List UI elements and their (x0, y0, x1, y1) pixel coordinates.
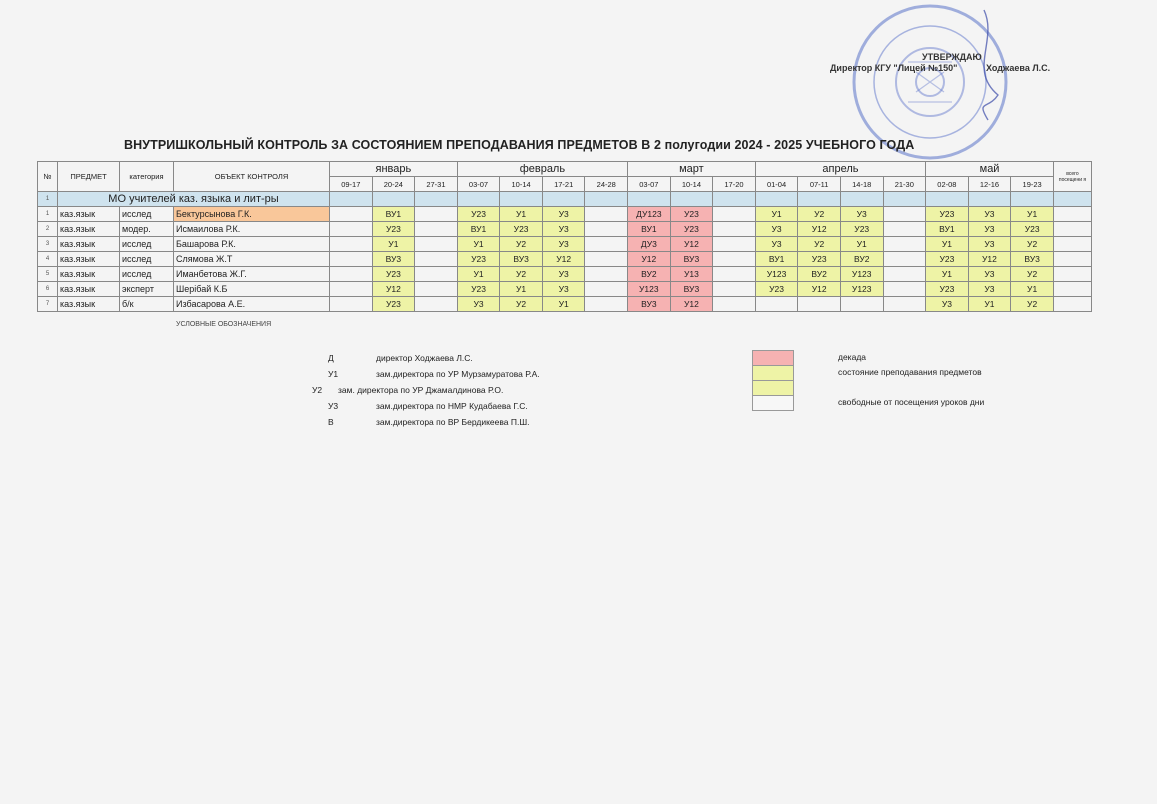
approval-position: Директор КГУ "Лицей №150" (830, 63, 958, 73)
month-header: май (926, 162, 1054, 177)
row-category: модер. (120, 222, 174, 237)
mark-cell: У3 (457, 297, 500, 312)
mark-cell: У3 (755, 222, 798, 237)
group-cell (926, 192, 969, 207)
mark-cell: У13 (670, 267, 713, 282)
mark-cell (585, 297, 628, 312)
mark-cell: У1 (1011, 207, 1054, 222)
mark-cell: У1 (926, 237, 969, 252)
mark-cell: У3 (542, 222, 585, 237)
week-header: 01-04 (755, 177, 798, 192)
approval-title: УТВЕРЖДАЮ (922, 52, 982, 62)
mark-cell: У23 (457, 252, 500, 267)
mark-cell: У3 (542, 282, 585, 297)
mark-cell: У2 (500, 237, 543, 252)
mark-cell: У3 (926, 297, 969, 312)
row-subject: каз.язык (58, 207, 120, 222)
week-header: 10-14 (500, 177, 543, 192)
mark-cell: У2 (500, 267, 543, 282)
row-total (1054, 222, 1092, 237)
row-subject: каз.язык (58, 282, 120, 297)
week-header: 02-08 (926, 177, 969, 192)
mark-cell (415, 267, 458, 282)
mark-cell (713, 222, 756, 237)
row-teacher-name: Башарова Р.К. (174, 237, 330, 252)
group-cell (457, 192, 500, 207)
row-category: б/к (120, 297, 174, 312)
row-category: исслед (120, 252, 174, 267)
mark-cell: У1 (968, 297, 1011, 312)
mark-cell: У23 (840, 222, 883, 237)
mark-cell: ВУ3 (500, 252, 543, 267)
mark-cell (415, 237, 458, 252)
row-num: 4 (38, 252, 58, 267)
mark-cell: У3 (968, 237, 1011, 252)
mark-cell: ВУ2 (628, 267, 671, 282)
week-header: 19-23 (1011, 177, 1054, 192)
legend-code: У1 (328, 369, 339, 379)
table-row (38, 207, 1092, 222)
legend-desc: зам.директора по НМР Кудабаева Г.С. (376, 401, 528, 411)
mark-cell: ВУ1 (628, 222, 671, 237)
mark-cell (415, 282, 458, 297)
mark-cell (883, 267, 926, 282)
header-total: всего посещени я (1054, 162, 1092, 192)
mark-cell: У23 (926, 252, 969, 267)
mark-cell: У23 (372, 267, 415, 282)
legend-label: свободные от посещения уроков дни (838, 397, 985, 407)
mark-cell: ВУ3 (670, 252, 713, 267)
legend-swatch (752, 350, 794, 366)
mark-cell: У23 (372, 222, 415, 237)
row-subject: каз.язык (58, 252, 120, 267)
mark-cell: У1 (542, 297, 585, 312)
mark-cell (330, 282, 373, 297)
mark-cell: У12 (542, 252, 585, 267)
mark-cell (415, 252, 458, 267)
approval-block (830, 52, 1090, 73)
legend-swatch (752, 365, 794, 381)
mark-cell (585, 222, 628, 237)
mark-cell: У2 (798, 207, 841, 222)
row-teacher-name: Избасарова А.Е. (174, 297, 330, 312)
mark-cell: У3 (968, 222, 1011, 237)
mark-cell: У12 (968, 252, 1011, 267)
mark-cell (330, 222, 373, 237)
row-num: 7 (38, 297, 58, 312)
mark-cell (585, 207, 628, 222)
mark-cell: У12 (670, 237, 713, 252)
row-num: 5 (38, 267, 58, 282)
mark-cell (415, 207, 458, 222)
row-subject: каз.язык (58, 222, 120, 237)
mark-cell (415, 222, 458, 237)
row-num: 6 (38, 282, 58, 297)
mark-cell (713, 207, 756, 222)
row-category: эксперт (120, 282, 174, 297)
group-cell (755, 192, 798, 207)
mark-cell: У123 (840, 282, 883, 297)
mark-cell: У1 (457, 267, 500, 282)
approval-director (830, 63, 1090, 73)
mark-cell: У1 (840, 237, 883, 252)
row-teacher-name: Слямова Ж.Т (174, 252, 330, 267)
row-total (1054, 252, 1092, 267)
mark-cell: У1 (755, 207, 798, 222)
row-num: 3 (38, 237, 58, 252)
mark-cell: ВУ1 (372, 207, 415, 222)
header-object: ОБЪЕКТ КОНТРОЛЯ (174, 162, 330, 192)
week-header: 17-21 (542, 177, 585, 192)
mark-cell: ВУ1 (755, 252, 798, 267)
group-cell (415, 192, 458, 207)
mark-cell: У23 (670, 207, 713, 222)
mark-cell: У3 (755, 237, 798, 252)
month-header: март (628, 162, 756, 177)
row-subject: каз.язык (58, 267, 120, 282)
mark-cell: У23 (457, 207, 500, 222)
mark-cell (755, 297, 798, 312)
mark-cell (585, 282, 628, 297)
mark-cell: ВУ3 (372, 252, 415, 267)
row-total (1054, 237, 1092, 252)
mark-cell (330, 252, 373, 267)
mark-cell (415, 297, 458, 312)
group-cell (968, 192, 1011, 207)
row-num: 2 (38, 222, 58, 237)
official-seal (848, 0, 1016, 160)
mark-cell: У12 (372, 282, 415, 297)
group-cell (585, 192, 628, 207)
row-total (1054, 282, 1092, 297)
page-title: ВНУТРИШКОЛЬНЫЙ КОНТРОЛЬ ЗА СОСТОЯНИЕМ ПРЕПОДАВАНИЯ ПРЕДМЕТОВ В 2 полугодии 2024 - 2025 УЧЕБНОГО ГОДА (124, 138, 915, 152)
row-teacher-name: Бектурсынова Г.К. (174, 207, 330, 222)
row-category: исслед (120, 237, 174, 252)
legend-swatch (752, 395, 794, 411)
mark-cell: У23 (372, 297, 415, 312)
mark-cell (883, 282, 926, 297)
week-header: 24-28 (585, 177, 628, 192)
row-total (1054, 207, 1092, 222)
mark-cell: У1 (926, 267, 969, 282)
mark-cell: У12 (798, 282, 841, 297)
mark-cell: У2 (500, 297, 543, 312)
mark-cell: ВУ3 (1011, 252, 1054, 267)
mark-cell: У123 (840, 267, 883, 282)
mark-cell: У1 (457, 237, 500, 252)
mark-cell: У2 (1011, 237, 1054, 252)
header-subject: ПРЕДМЕТ (58, 162, 120, 192)
legend-label: декада (838, 352, 867, 362)
legend-label: состояние преподавания предметов (838, 367, 982, 377)
group-title: МО учителей каз. языка и лит-ры (58, 192, 330, 207)
row-num: 1 (38, 207, 58, 222)
mark-cell (330, 207, 373, 222)
legend-swatch (752, 380, 794, 396)
mark-cell: У3 (542, 267, 585, 282)
mark-cell: ВУ1 (926, 222, 969, 237)
conventions-title: УСЛОВНЫЕ ОБОЗНАЧЕНИЯ (176, 321, 272, 328)
mark-cell: ДУ3 (628, 237, 671, 252)
mark-cell (840, 297, 883, 312)
mark-cell: У23 (1011, 222, 1054, 237)
mark-cell (585, 252, 628, 267)
mark-cell: У23 (670, 222, 713, 237)
mark-cell (585, 267, 628, 282)
mark-cell (713, 267, 756, 282)
mark-cell (330, 237, 373, 252)
mark-cell: У3 (968, 267, 1011, 282)
week-header: 27-31 (415, 177, 458, 192)
group-cell (500, 192, 543, 207)
group-num: 1 (38, 192, 58, 207)
row-total (1054, 267, 1092, 282)
week-header: 21-30 (883, 177, 926, 192)
mark-cell: У23 (755, 282, 798, 297)
mark-cell (330, 297, 373, 312)
group-cell (542, 192, 585, 207)
month-header: апрель (755, 162, 925, 177)
mark-cell: У3 (968, 207, 1011, 222)
group-cell (883, 192, 926, 207)
mark-cell: У1 (372, 237, 415, 252)
mark-cell: У1 (500, 207, 543, 222)
mark-cell (713, 237, 756, 252)
row-category: исслед (120, 207, 174, 222)
group-cell (330, 192, 373, 207)
table-row (38, 282, 1092, 297)
mark-cell: У1 (1011, 282, 1054, 297)
mark-cell: У3 (542, 207, 585, 222)
mark-cell (883, 207, 926, 222)
mark-cell: ВУ3 (628, 297, 671, 312)
group-cell (1011, 192, 1054, 207)
week-header: 20-24 (372, 177, 415, 192)
group-cell (670, 192, 713, 207)
mark-cell: У12 (670, 297, 713, 312)
mark-cell: У1 (500, 282, 543, 297)
mark-cell: У2 (798, 237, 841, 252)
week-header: 03-07 (457, 177, 500, 192)
mark-cell (883, 297, 926, 312)
mark-cell: У23 (926, 282, 969, 297)
table-row (38, 297, 1092, 312)
row-total (1054, 297, 1092, 312)
header-category: категория (120, 162, 174, 192)
mark-cell: ВУ1 (457, 222, 500, 237)
mark-cell (330, 267, 373, 282)
mark-cell: У2 (1011, 297, 1054, 312)
legend-code: У2 (312, 385, 323, 395)
mark-cell: У123 (755, 267, 798, 282)
month-header: февраль (457, 162, 627, 177)
mark-cell (585, 237, 628, 252)
mark-cell: У12 (628, 252, 671, 267)
week-header: 09-17 (330, 177, 373, 192)
mark-cell: ДУ123 (628, 207, 671, 222)
row-teacher-name: Шерібай К.Б (174, 282, 330, 297)
mark-cell (713, 282, 756, 297)
row-category: исслед (120, 267, 174, 282)
group-cell (372, 192, 415, 207)
group-cell (1054, 192, 1092, 207)
row-teacher-name: Иманбетова Ж.Г. (174, 267, 330, 282)
mark-cell (883, 252, 926, 267)
week-header: 14-18 (840, 177, 883, 192)
mark-cell (883, 237, 926, 252)
mark-cell (713, 297, 756, 312)
mark-cell (798, 297, 841, 312)
group-cell (840, 192, 883, 207)
legend-desc: директор Ходжаева Л.С. (376, 353, 473, 363)
mark-cell: У23 (500, 222, 543, 237)
week-header: 10-14 (670, 177, 713, 192)
mark-cell: У12 (798, 222, 841, 237)
mark-cell: У3 (968, 282, 1011, 297)
legend-desc: зам.директора по ВР Бердикеева П.Ш. (376, 417, 530, 427)
mark-cell: У3 (542, 237, 585, 252)
legend-code: В (328, 417, 334, 427)
mark-cell: ВУ2 (798, 267, 841, 282)
mark-cell: У2 (1011, 267, 1054, 282)
legend-code: Д (328, 353, 334, 363)
mark-cell: У23 (798, 252, 841, 267)
table-row (38, 252, 1092, 267)
group-cell (798, 192, 841, 207)
mark-cell: У23 (457, 282, 500, 297)
week-header: 07-11 (798, 177, 841, 192)
group-cell (628, 192, 671, 207)
legend-code: У3 (328, 401, 339, 411)
mark-cell: У123 (628, 282, 671, 297)
group-cell (713, 192, 756, 207)
control-schedule-table (37, 161, 1092, 312)
legend-desc: зам.директора по УР Мурзамуратова Р.А. (376, 369, 540, 379)
mark-cell: У3 (840, 207, 883, 222)
mark-cell: ВУ3 (670, 282, 713, 297)
week-header: 12-16 (968, 177, 1011, 192)
month-header: январь (330, 162, 458, 177)
table-row (38, 237, 1092, 252)
header-num: № (38, 162, 58, 192)
mark-cell: ВУ2 (840, 252, 883, 267)
legend-desc: зам. директора по УР Джамалдинова Р.О. (338, 385, 504, 395)
mark-cell: У23 (926, 207, 969, 222)
row-subject: каз.язык (58, 237, 120, 252)
row-teacher-name: Исмаилова Р.К. (174, 222, 330, 237)
table-row (38, 267, 1092, 282)
group-row (38, 192, 1092, 207)
table-row (38, 222, 1092, 237)
approval-name: Ходжаева Л.С. (985, 63, 1051, 73)
week-header: 17-20 (713, 177, 756, 192)
mark-cell (883, 222, 926, 237)
week-header: 03-07 (628, 177, 671, 192)
mark-cell (713, 252, 756, 267)
row-subject: каз.язык (58, 297, 120, 312)
